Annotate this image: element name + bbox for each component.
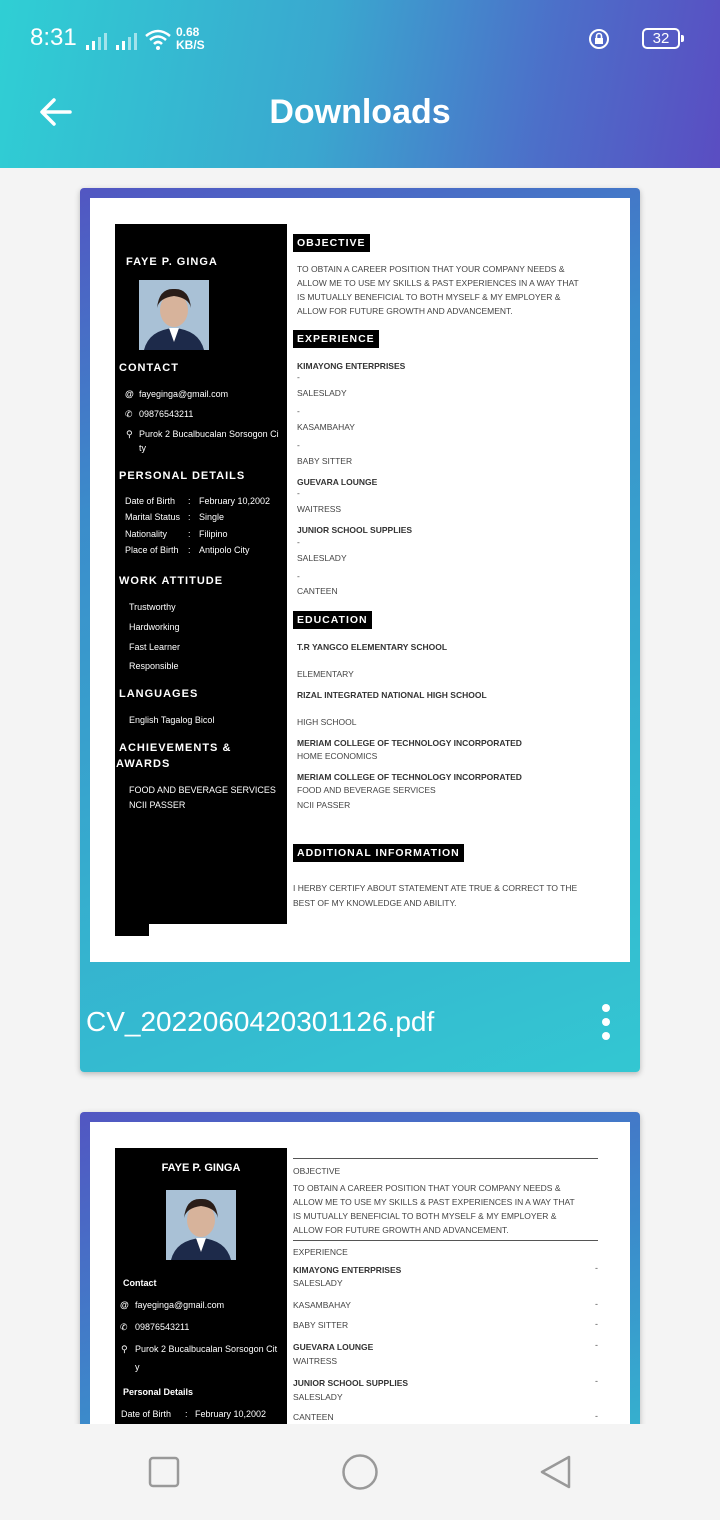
- experience-heading: EXPERIENCE: [293, 1247, 348, 1257]
- edu-school: T.R YANGCO ELEMENTARY SCHOOL: [297, 642, 448, 652]
- cv-preview[interactable]: [90, 1122, 630, 1442]
- attitude-item: Hardworking: [129, 622, 180, 632]
- exp-company: JUNIOR SCHOOL SUPPLIES: [297, 525, 413, 535]
- exp-role: BABY SITTER: [293, 1320, 349, 1330]
- profile-photo: [166, 1190, 236, 1260]
- edu-school: MERIAM COLLEGE OF TECHNOLOGY INCORPORATED: [297, 772, 522, 782]
- battery-icon: 32: [642, 28, 680, 49]
- languages-heading: LANGUAGES: [119, 688, 199, 700]
- dash: -: [595, 1376, 598, 1386]
- dash: -: [595, 1340, 598, 1350]
- achievements-heading-2: AWARDS: [116, 758, 171, 770]
- cv-sidebar: FAYE P. GINGA CONTACT @ fayeginga@gmail.com ✆ 09876543211 ⚲ Purok 2 Bucalbucalan Sorsogon Ci ty PERSONAL DETAILS Date of Birth : February 10,2002 Marital Status : Single Nationality : Filipino Place of Birth : Antipolo City WORK ATTITUDE Trustworthy Hardworking Fast Learner Responsible LANGUAGES English Tagalog Bicol ACHIEVEMENTS & AWARDS FOOD AND BEVERAGE SERVICES NCII PASSER: [115, 224, 287, 924]
- attitude-heading: WORK ATTITUDE: [119, 575, 224, 587]
- cv-sidebar: FAYE P. GINGA Contact @ fayeginga@gmail.com ✆ 09876543211 ⚲ Purok 2 Bucalbucalan Sorsogon Cit y Personal Details Date of Birth : February 10,2002: [115, 1148, 287, 1442]
- personal-value: February 10,2002: [199, 496, 271, 506]
- objective-heading: OBJECTIVE: [293, 1166, 341, 1176]
- contact-heading: CONTACT: [119, 362, 179, 374]
- at-icon: @: [125, 389, 134, 399]
- network-speed: [176, 26, 205, 52]
- dash: -: [595, 1299, 598, 1309]
- status-time: 8:31: [30, 24, 77, 51]
- address-line-2: ty: [139, 443, 147, 453]
- phone: 09876543211: [139, 409, 194, 419]
- location-pin-icon: ⚲: [126, 429, 133, 439]
- personal-label: Nationality: [125, 529, 168, 539]
- personal-heading: PERSONAL DETAILS: [119, 470, 246, 482]
- objective-line: ALLOW ME TO USE MY SKILLS & PAST EXPERIENCES IN A WAY THAT: [293, 1197, 575, 1207]
- objective-line: TO OBTAIN A CAREER POSITION THAT YOUR COMPANY NEEDS &: [293, 1183, 561, 1193]
- status-bar: [30, 22, 690, 58]
- page-title: Downloads: [269, 93, 451, 131]
- address-line-1: Purok 2 Bucalbucalan Sorsogon Cit: [135, 1344, 278, 1354]
- personal-value: February 10,2002: [195, 1409, 267, 1419]
- app-bar: [0, 0, 720, 168]
- cv-name: FAYE P. GINGA: [126, 256, 218, 268]
- dash: -: [297, 488, 300, 498]
- dash: -: [595, 1263, 598, 1273]
- home-button[interactable]: [341, 1453, 379, 1491]
- speed-value: 0.68: [176, 25, 200, 39]
- attitude-item: Trustworthy: [129, 602, 176, 612]
- sidebar-tail: [115, 924, 149, 936]
- exp-role: SALESLADY: [297, 553, 347, 563]
- personal-heading: Personal Details: [123, 1387, 194, 1397]
- exp-company: JUNIOR SCHOOL SUPPLIES: [293, 1378, 409, 1388]
- objective-line: ALLOW FOR FUTURE GROWTH AND ADVANCEMENT.: [297, 306, 513, 316]
- divider: [293, 1240, 598, 1241]
- additional-line: I HERBY CERTIFY ABOUT STATEMENT ATE TRUE & CORRECT TO THE: [293, 883, 578, 893]
- contact-heading: Contact: [123, 1278, 157, 1288]
- speed-unit: KB/S: [176, 38, 205, 52]
- dash: -: [297, 406, 300, 416]
- edu-level: NCII PASSER: [297, 800, 351, 810]
- phone-icon: ✆: [120, 1322, 128, 1332]
- exp-role: BABY SITTER: [297, 456, 353, 466]
- divider: [293, 1158, 598, 1159]
- email: fayeginga@gmail.com: [139, 389, 229, 399]
- signal-icon: [116, 32, 137, 50]
- additional-line: BEST OF MY KNOWLEDGE AND ABILITY.: [293, 898, 457, 908]
- exp-company: KIMAYONG ENTERPRISES: [293, 1265, 402, 1275]
- objective-line: IS MUTUALLY BENEFICIAL TO BOTH MYSELF & MY EMPLOYER &: [293, 1211, 557, 1221]
- phone-icon: ✆: [125, 409, 133, 419]
- objective-line: TO OBTAIN A CAREER POSITION THAT YOUR COMPANY NEEDS &: [297, 264, 565, 274]
- phone: 09876543211: [135, 1322, 190, 1332]
- personal-label: Date of Birth: [125, 496, 176, 506]
- dash: -: [297, 571, 300, 581]
- education-heading: EDUCATION: [293, 611, 372, 629]
- achievement: FOOD AND BEVERAGE SERVICES: [129, 785, 276, 795]
- exp-company: GUEVARA LOUNGE: [297, 477, 378, 487]
- file-card[interactable]: [80, 188, 640, 1072]
- additional-heading: ADDITIONAL INFORMATION: [293, 844, 464, 862]
- languages: English Tagalog Bicol: [129, 715, 215, 725]
- dash: -: [297, 440, 300, 450]
- personal-value: Antipolo City: [199, 545, 250, 555]
- edu-level: HOME ECONOMICS: [297, 751, 378, 761]
- cv-preview[interactable]: [90, 198, 630, 962]
- personal-label: Place of Birth: [125, 545, 179, 555]
- exp-role: WAITRESS: [293, 1356, 338, 1366]
- signal-icon: [86, 32, 107, 50]
- exp-role: SALESLADY: [293, 1392, 343, 1402]
- file-card[interactable]: [80, 1112, 640, 1442]
- navigation-bar: [0, 1424, 720, 1520]
- address-line-2: y: [135, 1362, 140, 1372]
- edu-level: HIGH SCHOOL: [297, 717, 357, 727]
- objective-line: ALLOW FOR FUTURE GROWTH AND ADVANCEMENT.: [293, 1225, 509, 1235]
- objective-heading: OBJECTIVE: [293, 234, 370, 252]
- dash: -: [297, 537, 300, 547]
- recent-apps-button[interactable]: [148, 1456, 180, 1488]
- attitude-item: Responsible: [129, 661, 179, 671]
- profile-photo: [139, 280, 209, 350]
- personal-label: Marital Status: [125, 512, 181, 522]
- exp-role: SALESLADY: [293, 1278, 343, 1288]
- file-name[interactable]: CV_20220604203011​26.pdf: [86, 1006, 435, 1037]
- exp-role: CANTEEN: [297, 586, 338, 596]
- exp-role: SALESLADY: [297, 388, 347, 398]
- edu-school: MERIAM COLLEGE OF TECHNOLOGY INCORPORATED: [297, 738, 522, 748]
- exp-role: CANTEEN: [293, 1412, 334, 1422]
- objective-line: IS MUTUALLY BENEFICIAL TO BOTH MYSELF & MY EMPLOYER &: [297, 292, 561, 302]
- edu-school: RIZAL INTEGRATED NATIONAL HIGH SCHOOL: [297, 690, 487, 700]
- at-icon: @: [120, 1300, 129, 1310]
- wifi-icon: [144, 28, 172, 50]
- personal-label: Date of Birth: [121, 1409, 172, 1419]
- edu-level: ELEMENTARY: [297, 669, 354, 679]
- dash: -: [595, 1411, 598, 1421]
- address-line-1: Purok 2 Bucalbucalan Sorsogon Ci: [139, 429, 279, 439]
- rotation-lock-icon: [588, 28, 610, 50]
- exp-role: WAITRESS: [297, 504, 342, 514]
- more-options-icon[interactable]: [600, 1004, 612, 1040]
- email: fayeginga@gmail.com: [135, 1300, 225, 1310]
- experience-heading: EXPERIENCE: [293, 330, 379, 348]
- back-button[interactable]: [538, 1454, 574, 1490]
- objective-line: ALLOW ME TO USE MY SKILLS & PAST EXPERIENCES IN A WAY THAT: [297, 278, 579, 288]
- achievements-heading: ACHIEVEMENTS &: [119, 742, 232, 754]
- location-pin-icon: ⚲: [121, 1344, 128, 1354]
- dash: -: [595, 1319, 598, 1329]
- achievement: NCII PASSER: [129, 800, 186, 810]
- dash: -: [297, 372, 300, 382]
- cv-name: FAYE P. GINGA: [161, 1162, 241, 1174]
- attitude-item: Fast Learner: [129, 642, 181, 652]
- exp-company: KIMAYONG ENTERPRISES: [297, 361, 406, 371]
- edu-level: FOOD AND BEVERAGE SERVICES: [297, 785, 436, 795]
- personal-value: Single: [199, 512, 225, 522]
- exp-role: KASAMBAHAY: [293, 1300, 351, 1310]
- personal-value: Filipino: [199, 529, 228, 539]
- exp-role: KASAMBAHAY: [297, 422, 355, 432]
- exp-company: GUEVARA LOUNGE: [293, 1342, 374, 1352]
